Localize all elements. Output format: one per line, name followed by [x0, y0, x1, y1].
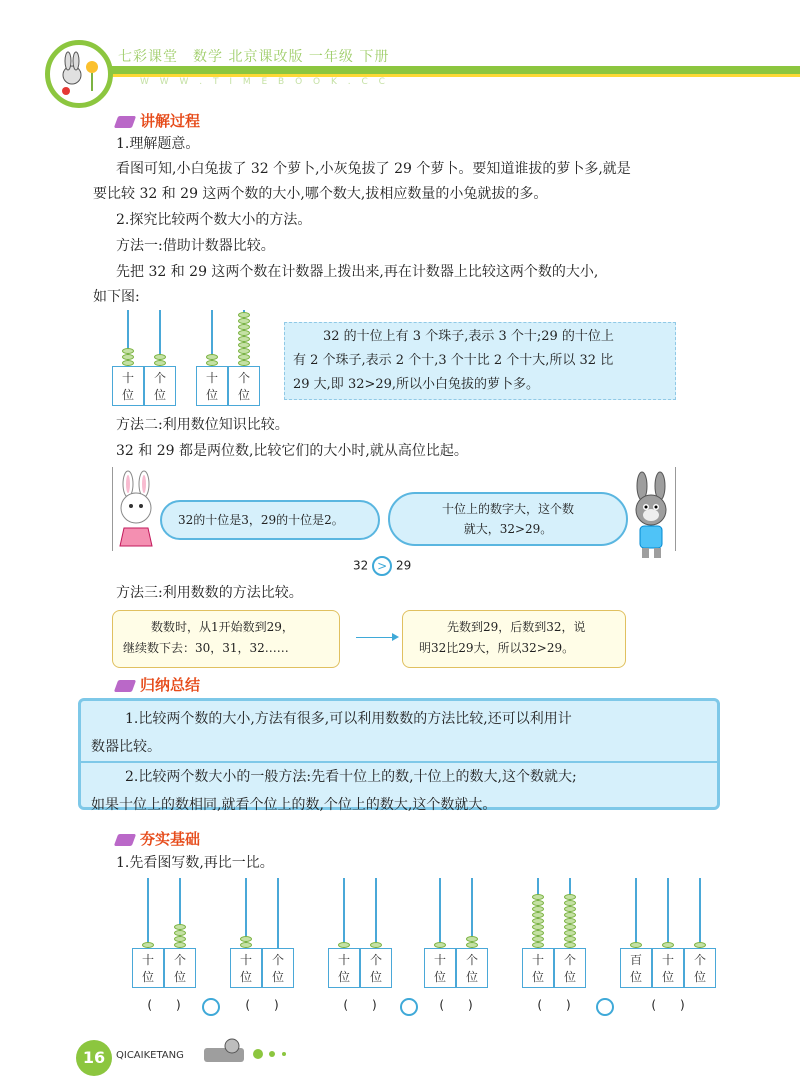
step-1-text-a: 看图可知,小白兔拔了 32 个萝卜,小灰兔拔了 29 个萝卜。要知道谁拔的萝卜多,就是 — [116, 161, 631, 177]
compare-circle[interactable] — [596, 998, 614, 1016]
abacus-rod — [343, 878, 345, 948]
exercise-abacus — [230, 878, 294, 1018]
place-label: 个 位 — [554, 948, 586, 988]
bubble-right: 十位上的数字大，这个数 就大，32>29。 — [388, 492, 628, 546]
gray-rabbit-icon — [628, 470, 676, 564]
compare-circle[interactable] — [202, 998, 220, 1016]
place-label: 十 位 — [328, 948, 360, 988]
abacus-rod — [667, 878, 669, 948]
section-title-summary: 归纳总结 — [116, 674, 200, 695]
answer-blank[interactable]: ( ) — [537, 998, 571, 1012]
abacus-rod — [147, 878, 149, 948]
answer-blank[interactable]: ( ) — [343, 998, 377, 1012]
answer-blank[interactable]: ( ) — [245, 998, 279, 1012]
place-label: 百 位 — [620, 948, 652, 988]
place-label: 个 位 — [456, 948, 488, 988]
place-tens: 十 位 — [112, 366, 144, 406]
header-url: W W W . T I M E B O O K . C C — [140, 77, 389, 87]
place-label: 个 位 — [164, 948, 196, 988]
white-rabbit-icon — [112, 470, 162, 556]
step-1: 1.理解题意。 — [116, 136, 200, 152]
method-2: 方法二:利用数位知识比较。 — [116, 417, 289, 433]
greater-than-sign: > — [372, 556, 392, 576]
count-box-right: 先数到29，后数到32，说 明32比29大，所以32>29。 — [402, 610, 626, 668]
place-label: 个 位 — [262, 948, 294, 988]
section-title-basics: 夯实基础 — [116, 828, 200, 849]
answer-blank[interactable]: ( ) — [439, 998, 473, 1012]
page-number: 16 — [76, 1040, 112, 1076]
place-label: 十 位 — [230, 948, 262, 988]
answer-blank[interactable]: ( ) — [147, 998, 181, 1012]
section-title-explain: 讲解过程 — [116, 110, 200, 131]
exercise-abacus — [328, 878, 392, 1018]
count-box-left: 数数时，从1开始数到29， 继续数下去：30，31，32…… — [112, 610, 340, 668]
place-label: 十 位 — [424, 948, 456, 988]
header-bar — [60, 66, 800, 74]
arrow-right-icon — [392, 633, 399, 641]
place-ones: 个 位 — [228, 366, 260, 406]
mascot-logo-icon — [45, 40, 113, 108]
exercise-abacus — [522, 878, 586, 1018]
exercise-abacus — [132, 878, 196, 1018]
exercise-1: 1.先看图写数,再比一比。 — [116, 855, 274, 871]
abacus-rod — [699, 878, 701, 948]
abacus-32 — [112, 310, 176, 408]
book-icon — [114, 834, 136, 846]
place-label: 个 位 — [360, 948, 392, 988]
place-label: 十 位 — [522, 948, 554, 988]
place-label: 十 位 — [132, 948, 164, 988]
header-title: 七彩课堂 数学 北京课改版 一年级 下册 — [118, 49, 390, 65]
summary-box: 1.比较两个数的大小,方法有很多,可以利用数数的方法比较,还可以利用计 数器比较。 2.比较两个数大小的一般方法:先看十位上的数,十位上的数大,这个数就大; 如果十位上的数相同,就看个位上的数,个位上的数大,这个数就大。 — [78, 698, 720, 810]
abacus-rod — [635, 878, 637, 948]
book-icon — [114, 680, 136, 692]
abacus-29 — [196, 310, 260, 408]
method-1-desc-b: 如下图: — [93, 289, 140, 305]
abacus-rod — [375, 878, 377, 948]
arrow-line — [356, 637, 396, 638]
answer-blank[interactable]: ( ) — [651, 998, 685, 1012]
abacus-explanation: 32 的十位上有 3 个珠子,表示 3 个十;29 的十位上 有 2 个珠子,表示 2 个十,3 个十比 2 个十大,所以 32 比 29 大,即 32>29,所以小白兔拔的萝卜多。 — [284, 322, 676, 400]
footer-mascot-icon — [200, 1038, 296, 1070]
method-1: 方法一:借助计数器比较。 — [116, 238, 275, 254]
bubble-left: 32的十位是3，29的十位是2。 — [160, 500, 380, 540]
place-ones: 个 位 — [144, 366, 176, 406]
exercise-abacus — [620, 878, 716, 1018]
abacus-rod — [277, 878, 279, 948]
place-tens: 十 位 — [196, 366, 228, 406]
place-label: 十 位 — [652, 948, 684, 988]
exercise-abacus — [424, 878, 488, 1018]
step-2: 2.探究比较两个数大小的方法。 — [116, 212, 312, 228]
comparison: 32 > 29 — [353, 556, 411, 576]
place-label: 个 位 — [684, 948, 716, 988]
method-2-desc: 32 和 29 都是两位数,比较它们的大小时,就从高位比起。 — [116, 443, 468, 459]
method-3: 方法三:利用数数的方法比较。 — [116, 585, 303, 601]
abacus-rod — [439, 878, 441, 948]
footer-brand: QICAIKETANG — [116, 1050, 184, 1061]
compare-circle[interactable] — [400, 998, 418, 1016]
book-icon — [114, 116, 136, 128]
method-1-desc-a: 先把 32 和 29 这两个数在计数器上拨出来,再在计数器上比较这两个数的大小, — [116, 264, 599, 280]
step-1-text-b: 要比较 32 和 29 这两个数的大小,哪个数大,拔相应数量的小兔就拔的多。 — [93, 186, 548, 202]
